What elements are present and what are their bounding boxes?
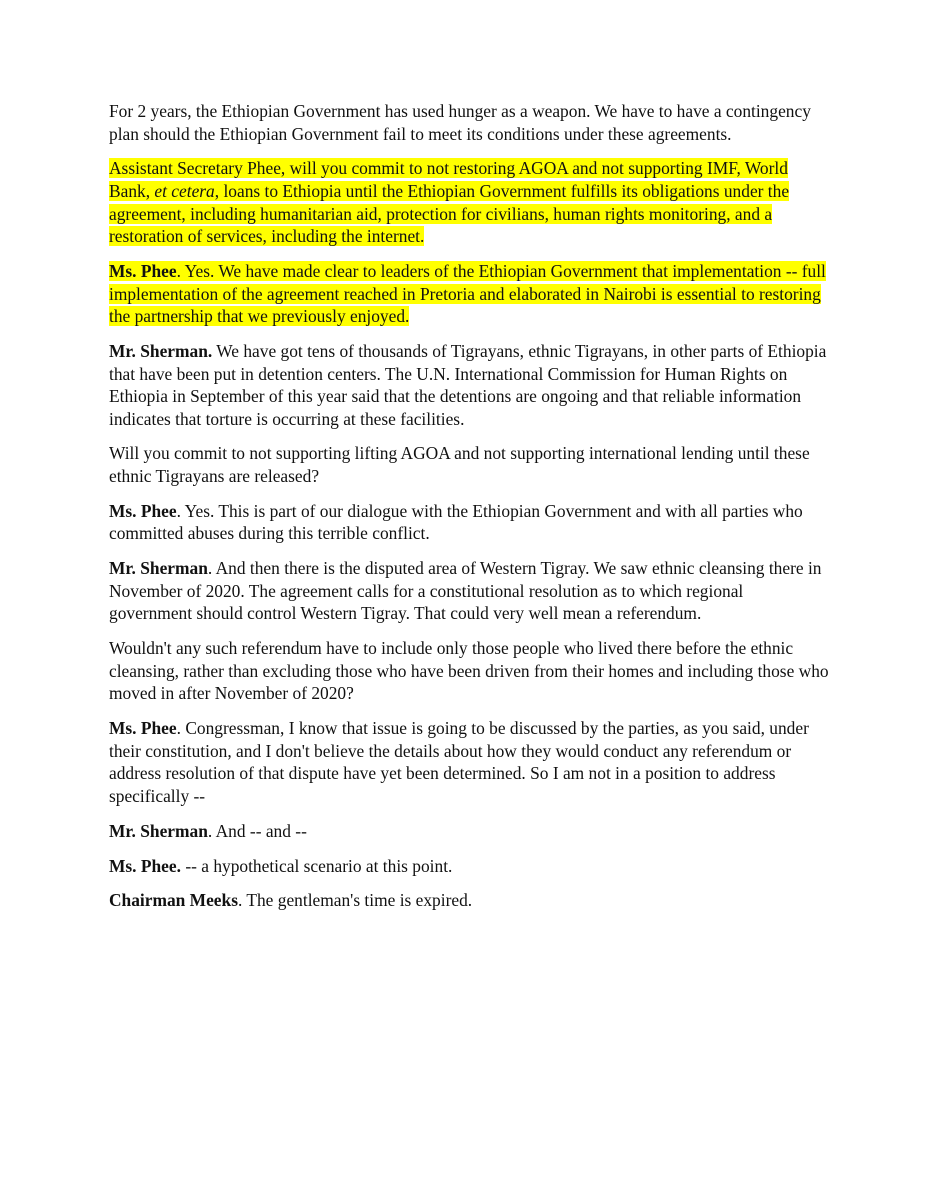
paragraph-8 <box>109 637 829 705</box>
italic-phrase: et cetera <box>154 180 215 201</box>
paragraph-text: Wouldn't any such referendum have to include only those people who lived there before the ethnic cleansing, rather than excluding those who have been driven from their homes and including those who moved in after November of 2020? <box>109 638 829 704</box>
paragraph-3-highlighted-answer <box>109 260 829 328</box>
speaker-name: Mr. Sherman <box>109 558 208 579</box>
paragraph-9 <box>109 717 829 807</box>
highlighted-text <box>109 158 789 246</box>
speaker-name: Ms. Phee <box>109 260 177 281</box>
paragraph-10 <box>109 820 829 843</box>
speaker-name: Mr. Sherman <box>109 820 208 841</box>
paragraph-2-highlighted-question <box>109 157 829 247</box>
paragraph-7 <box>109 557 829 625</box>
paragraph-text: For 2 years, the Ethiopian Government has used hunger as a weapon. We have to have a contingency plan should the Ethiopian Government fail to meet its conditions under these agreements. <box>109 101 811 144</box>
speaker-name: Ms. Phee <box>109 718 177 739</box>
speaker-name: Chairman Meeks <box>109 890 238 911</box>
paragraph-text: . And -- and -- <box>207 820 307 841</box>
paragraph-12 <box>109 889 829 912</box>
paragraph-text: . Yes. We have made clear to leaders of the Ethiopian Government that implementation -- full implementation of the agreement reached in Pretoria and elaborated in Nairobi is essential to restoring the partnership that we previously enjoyed. <box>109 260 826 327</box>
paragraph-4 <box>109 340 829 430</box>
paragraph-5 <box>109 442 829 487</box>
paragraph-text: . And then there is the disputed area of Western Tigray. We saw ethnic cleansing there in November of 2020. The agreement calls for a constitutional resolution as to which regional government should control Western Tigray. That could very well mean a referendum. <box>109 558 822 624</box>
speaker-name: Ms. Phee. <box>109 855 181 876</box>
paragraph-text: . Yes. This is part of our dialogue with the Ethiopian Government and with all parties who committed abuses during this terrible conflict. <box>109 500 803 544</box>
highlighted-text <box>109 261 826 326</box>
paragraph-text-after-italic: , loans to Ethiopia until the Ethiopian Government fulfills its obligations under the agreement, including humanitarian aid, protection for civilians, human rights monitoring, and a restoration of services, including the internet. <box>109 180 790 247</box>
paragraph-11 <box>109 855 829 878</box>
paragraph-text: . Congressman, I know that issue is going to be discussed by the parties, as you said, under their constitution, and I don't believe the details about how they would conduct any referendum or address resolution of that dispute have yet been determined. So I am not in a position to address specifically -- <box>109 718 809 806</box>
paragraph-text: Will you commit to not supporting lifting AGOA and not supporting international lending until these ethnic Tigrayans are released? <box>109 443 810 487</box>
speaker-name: Ms. Phee <box>109 500 177 521</box>
paragraph-text: . The gentleman's time is expired. <box>237 890 473 911</box>
paragraph-6 <box>109 500 829 545</box>
paragraph-text-before-italic: Assistant Secretary Phee, will you commit to not restoring AGOA and not supporting IMF, World Bank, <box>109 158 788 201</box>
paragraph-1 <box>109 100 829 145</box>
paragraph-text: We have got tens of thousands of Tigrayans, ethnic Tigrayans, in other parts of Ethiopia that have been put in detention centers. The U.N. International Commission for Human Rights on Ethiopia in September of this year said that the detentions are ongoing and that reliable information indicates that torture is occurring at these facilities. <box>109 340 827 429</box>
speaker-name: Mr. Sherman. <box>109 340 213 361</box>
transcript-page <box>109 100 829 924</box>
paragraph-text: -- a hypothetical scenario at this point. <box>180 855 453 876</box>
